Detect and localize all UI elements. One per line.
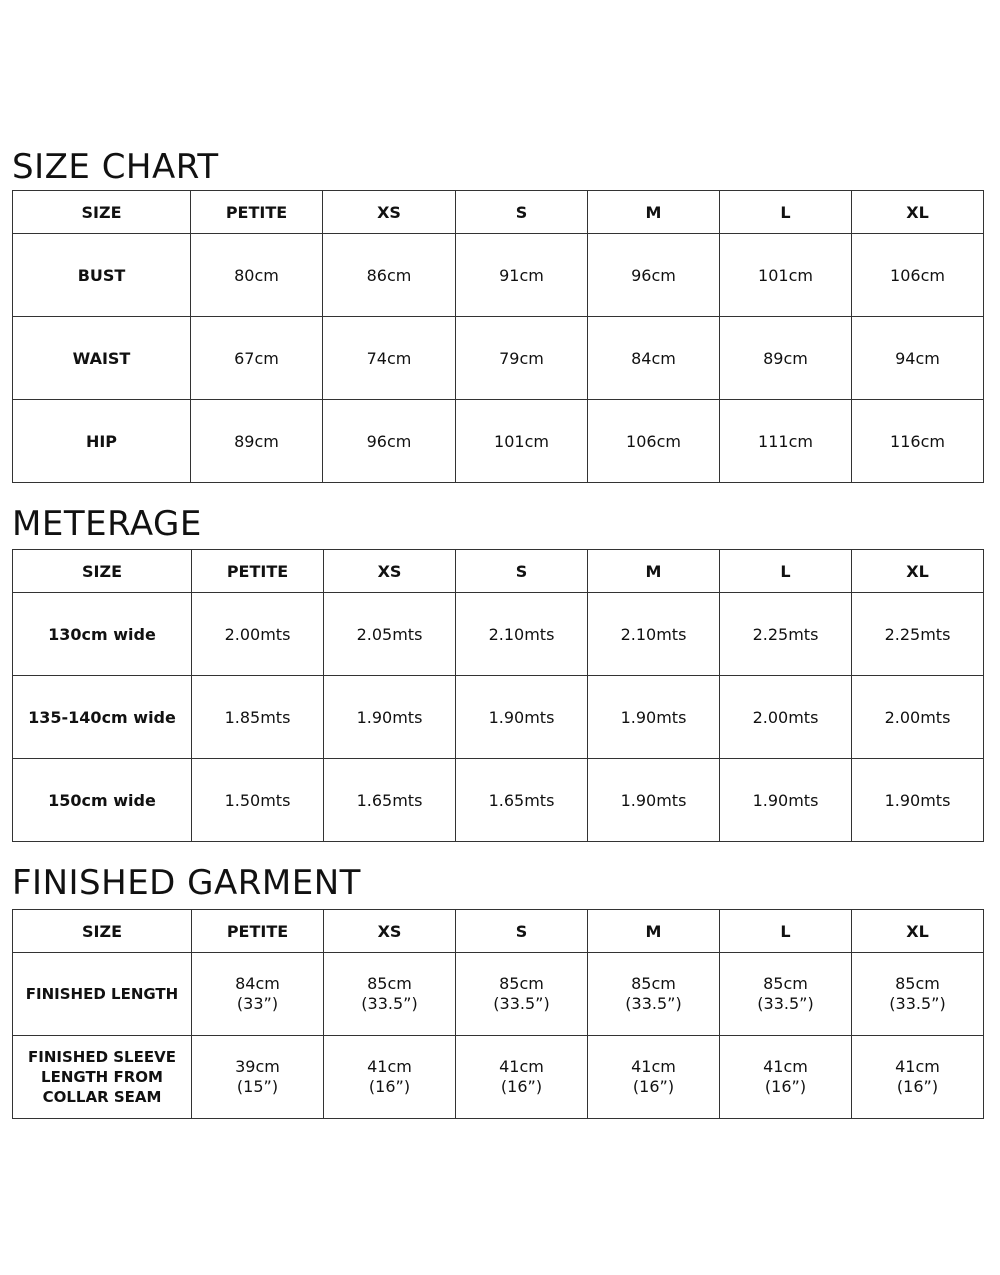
table-cell [456,1036,588,1119]
table-cell [324,953,456,1036]
table-cell [456,953,588,1036]
column-header: L [720,191,852,234]
table-row [13,1036,984,1119]
column-header: SIZE [13,191,191,234]
table-cell: 101cm [456,400,588,483]
cell-metric: 41cm [895,1057,940,1076]
cell-metric: 85cm [631,974,676,993]
cell-imperial: (16”) [896,1077,939,1096]
table-cell: 1.65mts [456,759,588,842]
table-cell: 89cm [191,400,323,483]
finished-garment-title: FINISHED GARMENT [12,863,361,903]
column-header: XS [324,550,456,593]
column-header: SIZE [13,550,192,593]
table-cell: 86cm [323,234,456,317]
cell-imperial: (16”) [764,1077,807,1096]
table-cell: 101cm [720,234,852,317]
row-label: WAIST [13,317,191,400]
column-header: S [456,910,588,953]
meterage-table [12,549,984,842]
table-cell [588,1036,720,1119]
row-label: 150cm wide [13,759,192,842]
column-header: PETITE [192,910,324,953]
column-header: M [588,550,720,593]
size-chart-table [12,190,984,483]
row-label: 130cm wide [13,593,192,676]
cell-imperial: (16”) [500,1077,543,1096]
cell-metric: 85cm [367,974,412,993]
table-cell [720,953,852,1036]
column-header: M [588,191,720,234]
table-cell: 96cm [323,400,456,483]
table-cell: 2.25mts [852,593,984,676]
table-cell: 2.10mts [456,593,588,676]
column-header: XL [852,550,984,593]
table-row [13,317,984,400]
table-header-row [13,191,984,234]
table-cell: 79cm [456,317,588,400]
table-header-row [13,550,984,593]
row-label: 135-140cm wide [13,676,192,759]
cell-metric: 85cm [499,974,544,993]
table-cell: 67cm [191,317,323,400]
table-cell: 1.90mts [588,676,720,759]
cell-metric: 84cm [235,974,280,993]
table-cell: 1.90mts [852,759,984,842]
table-cell: 106cm [852,234,984,317]
column-header: XS [323,191,456,234]
column-header: XL [852,191,984,234]
cell-imperial: (33.5”) [493,994,550,1013]
table-cell: 111cm [720,400,852,483]
column-header: L [720,550,852,593]
cell-metric: 85cm [895,974,940,993]
cell-metric: 41cm [499,1057,544,1076]
table-cell: 1.90mts [324,676,456,759]
cell-imperial: (33”) [236,994,279,1013]
table-cell: 84cm [588,317,720,400]
cell-imperial: (33.5”) [361,994,418,1013]
cell-imperial: (16”) [632,1077,675,1096]
column-header: M [588,910,720,953]
table-cell: 1.90mts [720,759,852,842]
table-cell: 116cm [852,400,984,483]
cell-metric: 41cm [367,1057,412,1076]
table-cell: 89cm [720,317,852,400]
column-header: XL [852,910,984,953]
meterage-title: METERAGE [12,504,202,544]
table-cell: 94cm [852,317,984,400]
row-label-line: FINISHED SLEEVE [28,1048,176,1066]
table-cell [192,1036,324,1119]
table-row [13,593,984,676]
row-label [13,953,192,1036]
table-cell: 1.50mts [192,759,324,842]
column-header: PETITE [192,550,324,593]
table-cell: 1.85mts [192,676,324,759]
table-cell [852,1036,984,1119]
cell-imperial: (33.5”) [625,994,682,1013]
table-cell [324,1036,456,1119]
table-cell: 96cm [588,234,720,317]
row-label-line: LENGTH FROM [41,1068,163,1086]
table-row [13,759,984,842]
table-row [13,676,984,759]
column-header: SIZE [13,910,192,953]
row-label-line: COLLAR SEAM [42,1088,162,1106]
table-cell: 1.65mts [324,759,456,842]
table-cell: 2.00mts [720,676,852,759]
cell-metric: 41cm [631,1057,676,1076]
cell-imperial: (15”) [236,1077,279,1096]
table-cell: 2.00mts [852,676,984,759]
column-header: XS [324,910,456,953]
size-chart-title: SIZE CHART [12,147,219,187]
table-row [13,953,984,1036]
column-header: L [720,910,852,953]
cell-imperial: (16”) [368,1077,411,1096]
cell-metric: 41cm [763,1057,808,1076]
row-label: BUST [13,234,191,317]
cell-imperial: (33.5”) [757,994,814,1013]
table-cell: 1.90mts [588,759,720,842]
cell-imperial: (33.5”) [889,994,946,1013]
table-cell [588,953,720,1036]
row-label: HIP [13,400,191,483]
cell-metric: 85cm [763,974,808,993]
table-cell [720,1036,852,1119]
row-label-line: FINISHED LENGTH [25,985,179,1003]
cell-metric: 39cm [235,1057,280,1076]
table-cell: 80cm [191,234,323,317]
table-cell: 2.00mts [192,593,324,676]
column-header: PETITE [191,191,323,234]
table-cell: 74cm [323,317,456,400]
table-cell [192,953,324,1036]
table-cell: 2.05mts [324,593,456,676]
table-cell: 2.10mts [588,593,720,676]
table-cell [852,953,984,1036]
column-header: S [456,191,588,234]
finished-garment-table [12,909,984,1119]
table-cell: 106cm [588,400,720,483]
column-header: S [456,550,588,593]
row-label [13,1036,192,1119]
table-row [13,400,984,483]
table-header-row [13,910,984,953]
table-cell: 1.90mts [456,676,588,759]
table-row [13,234,984,317]
table-cell: 91cm [456,234,588,317]
table-cell: 2.25mts [720,593,852,676]
